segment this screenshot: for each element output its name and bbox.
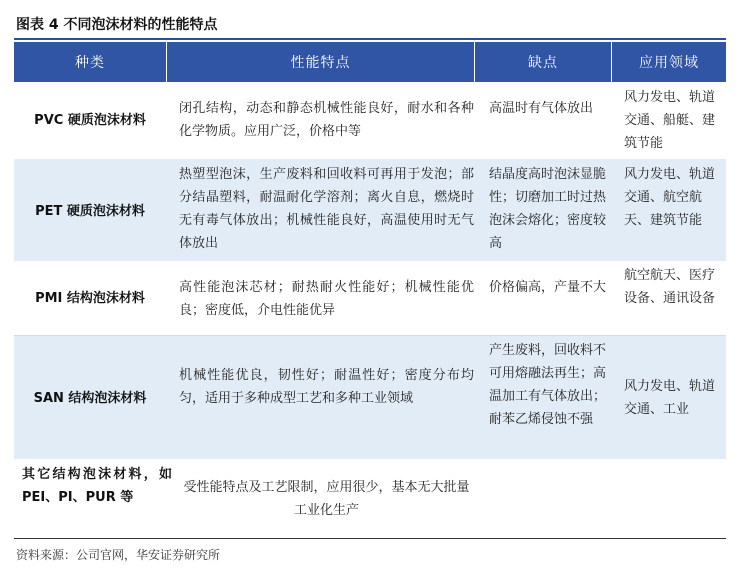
header-category: 种类: [75, 55, 105, 71]
row-applications: 航空航天、医疗设备、通讯设备: [624, 268, 716, 306]
row-applications: 风力发电、轨道交通、工业: [624, 379, 716, 417]
header-features: 性能特点: [290, 55, 351, 71]
row-applications: 风力发电、轨道交通、航空航天、建筑节能: [624, 167, 716, 228]
row-features: 机械性能优良，韧性好；耐温性好；密度分布均匀，适用于多种成型工艺和多种工业领域: [179, 368, 474, 406]
row-drawbacks: 结晶度高时泡沫显脆性；切磨加工时过热泡沫会熔化；密度较高: [489, 167, 607, 251]
table-row-pvc: [14, 82, 726, 158]
row-category: 其它结构泡沫材料，如 PEI、PI、PUR 等: [22, 467, 172, 505]
row-category: PMI 结构泡沫材料: [35, 291, 145, 306]
row-features: 闭孔结构，动态和静态机械性能良好，耐水和各种化学物质。应用广泛，价格中等: [179, 101, 474, 139]
title-rule: [14, 38, 726, 40]
table-header: [14, 42, 726, 82]
table-title: 图表 4 不同泡沫材料的性能特点: [16, 17, 218, 33]
source-note: 资料来源：公司官网，华安证券研究所: [16, 548, 221, 562]
row-category: SAN 结构泡沫材料: [33, 391, 147, 406]
row-features: 受性能特点及工艺限制，应用很少，基本无大批量工业化生产: [183, 480, 470, 518]
header-applications: 应用领域: [639, 55, 699, 71]
table-row-pet: [14, 159, 726, 261]
table-row-others: [14, 460, 726, 538]
table-bottom-rule: [14, 538, 726, 539]
header-drawbacks: 缺点: [528, 55, 558, 71]
row-category: PET 硬质泡沫材料: [35, 204, 145, 219]
table-row-san: [14, 336, 726, 459]
row-category: PVC 硬质泡沫材料: [34, 113, 146, 128]
row-drawbacks: 高温时有气体放出: [489, 101, 594, 116]
row-applications: 风力发电、轨道交通、船艇、建筑节能: [624, 90, 716, 151]
row-features: 高性能泡沫芯材；耐热耐火性能好；机械性能优良；密度低，介电性能优异: [179, 280, 474, 318]
row-drawbacks: 价格偏高，产量不大: [489, 280, 607, 295]
row-features: 热塑型泡沫，生产废料和回收料可再用于发泡；部分结晶塑料，耐温耐化学溶剂；离火自息，燃烧时无有毒气体放出；机械性能良好，高温使用时无气体放出: [179, 167, 474, 251]
table-row-pmi: [14, 262, 726, 335]
row-drawbacks: 产生废料，回收料不可用熔融法再生；高温加工有气体放出；耐苯乙烯侵蚀不强: [489, 343, 607, 427]
